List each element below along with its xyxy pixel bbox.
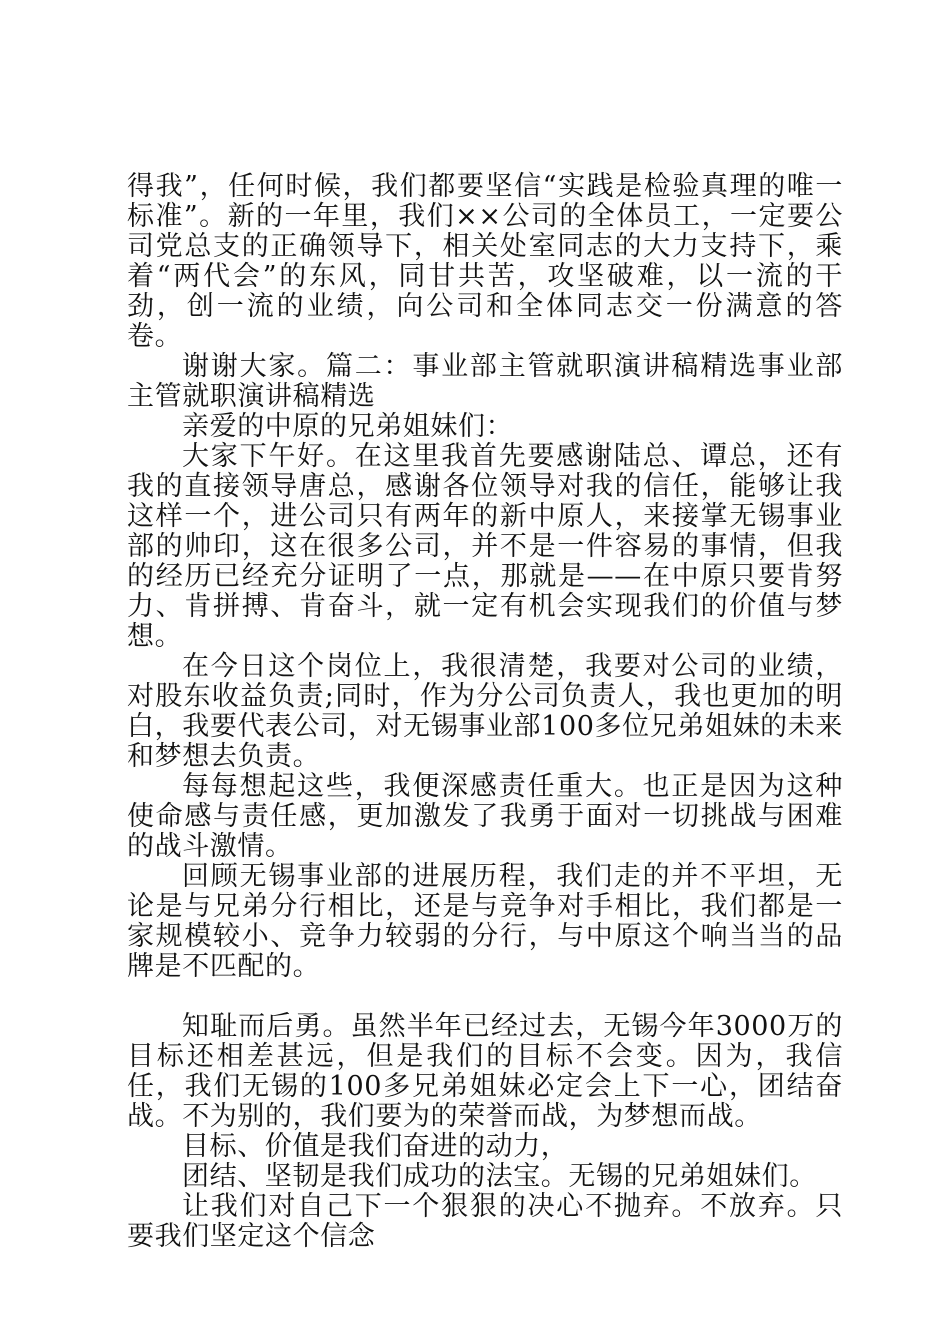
paragraph-responsibility: 在今日这个岗位上，我很清楚，我要对公司的业绩，对股东收益负责;同时，作为分公司负责人，我也更加的明白，我要代表公司，对无锡事业部100多位兄弟姐妹的未来和梦想去负责。 — [127, 651, 843, 772]
document-body — [127, 172, 843, 1252]
paragraph-continuation: 得我”，任何时候，我们都要坚信“实践是检验真理的唯一标准”。新的一年里，我们××公司的全体员工，一定要公司党总支的正确领导下，相关处室同志的大力支持下，乘着“两代会”的东风，同甘共苦，攻坚破难，以一流的干劲，创一流的业绩，向公司和全体同志交一份满意的答卷。 — [127, 171, 843, 352]
paragraph-thanks-heading: 谢谢大家。篇二：事业部主管就职演讲稿精选事业部主管就职演讲稿精选 — [127, 351, 843, 412]
paragraph-greeting: 大家下午好。在这里我首先要感谢陆总、谭总，还有我的直接领导唐总，感谢各位领导对我的信任，能够让我这样一个，进公司只有两年的新中原人，来接掌无锡事业部的帅印，这在很多公司，并不是一件容易的事情，但我的经历已经充分证明了一点，那就是——在中原只要肯努力、肯拼搏、肯奋斗，就一定有机会实现我们的价值与梦想。 — [127, 441, 843, 652]
paragraph-motto-1: 目标、价值是我们奋进的动力， — [182, 1131, 569, 1162]
paragraph-review: 回顾无锡事业部的进展历程，我们走的并不平坦，无论是与兄弟分行相比，还是与竞争对手相比，我们都是一家规模较小、竞争力较弱的分行，与中原这个响当当的品牌是不匹配的。 — [127, 861, 843, 982]
paragraph-goal: 知耻而后勇。虽然半年已经过去，无锡今年3000万的目标还相差甚远，但是我们的目标不会变。因为，我信任，我们无锡的100多兄弟姐妹必定会上下一心，团结奋战。不为别的，我们要为的荣誉而战，为梦想而战。 — [127, 1011, 843, 1132]
paragraph-mission: 每每想起这些，我便深感责任重大。也正是因为这种使命感与责任感，更加激发了我勇于面对一切挑战与困难的战斗激情。 — [127, 771, 843, 862]
paragraph-resolve: 让我们对自己下一个狠狠的决心不抛弃。不放弃。只要我们坚定这个信念 — [127, 1191, 843, 1252]
paragraph-salutation: 亲爱的中原的兄弟姐妹们： — [182, 411, 514, 442]
paragraph-motto-2: 团结、坚韧是我们成功的法宝。无锡的兄弟姐妹们。 — [182, 1161, 817, 1192]
